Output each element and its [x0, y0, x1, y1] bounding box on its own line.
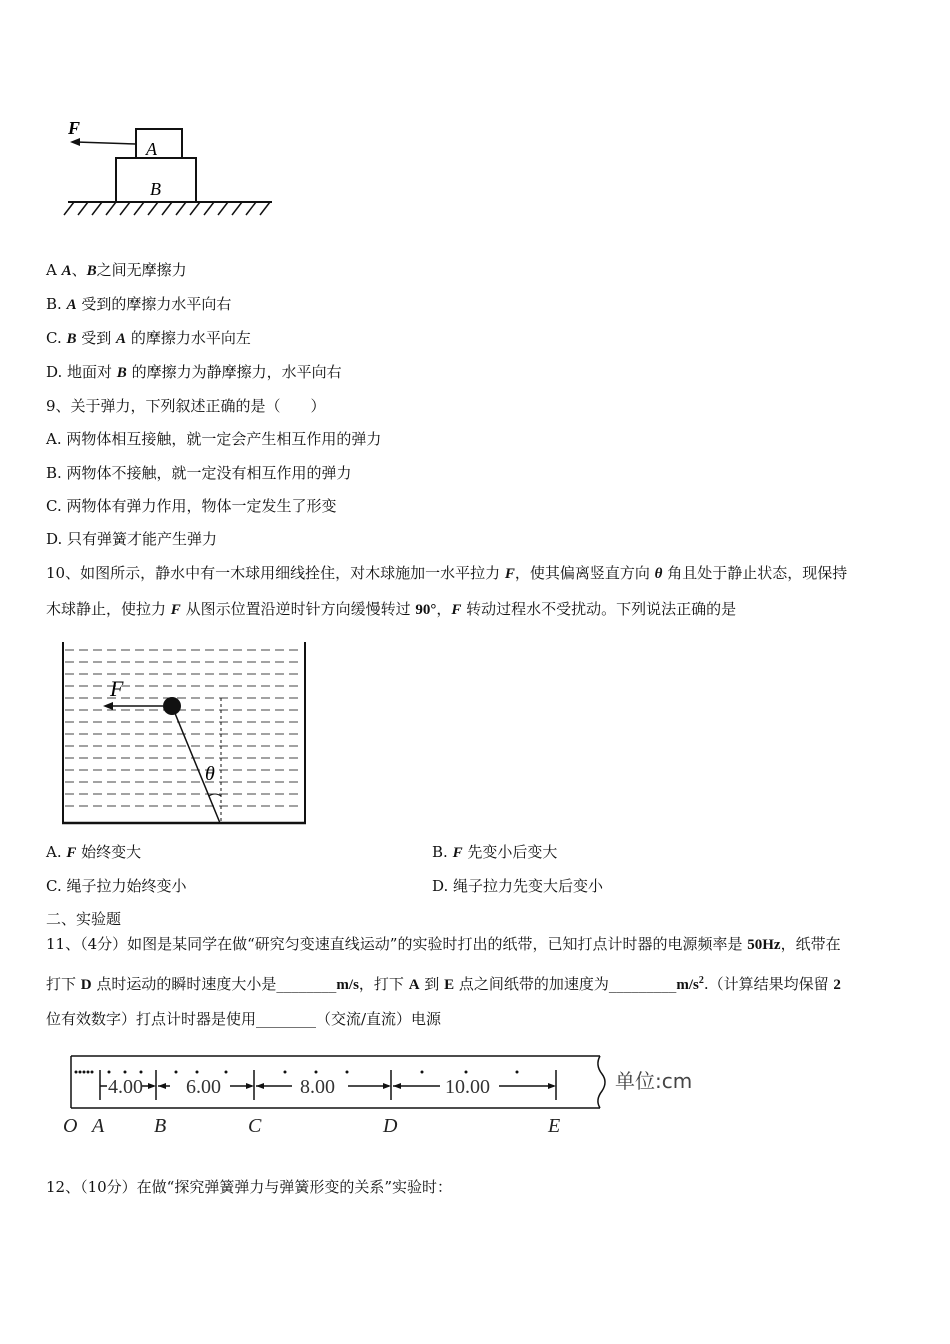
block-a-label: A [146, 139, 157, 159]
q10-option-d: D. 绳子拉力先变大后变小 [432, 877, 604, 895]
q11-stem-line1: 11、（4分）如图是某同学在做“研究匀变速直线运动”的实验时打出的纸带，已知打点计时器的电源频率是 50Hz，纸带在 [46, 935, 841, 953]
point-label: O [63, 1115, 78, 1137]
block-b-label: B [150, 179, 161, 199]
point-label: C [248, 1115, 262, 1137]
segment-oa-ab: 4.00 [108, 1076, 143, 1098]
force-label: F [68, 118, 81, 138]
segment-cd: 8.00 [300, 1076, 335, 1098]
force-label: F [110, 676, 124, 701]
water-tank-diagram [55, 640, 315, 830]
point-label: E [548, 1115, 561, 1137]
segment-de: 10.00 [445, 1076, 490, 1098]
q10-option-c: C. 绳子拉力始终变小 [46, 877, 187, 895]
section-heading: 二、实验题 [46, 910, 122, 928]
unit-label: 单位:cm [615, 1069, 693, 1093]
q10-option-b: B. F 先变小后变大 [432, 843, 558, 861]
point-label: A [92, 1115, 105, 1137]
q8-option-d: D. 地面对 B 的摩擦力为静摩擦力，水平向右 [46, 363, 342, 381]
point-label: D [383, 1115, 398, 1137]
q8-option-c: C. B 受到 A 的摩擦力水平向左 [46, 329, 251, 347]
q9-stem: 9、关于弹力，下列叙述正确的是（ ） [46, 397, 326, 415]
q9-option-a: A. 两物体相互接触，就一定会产生相互作用的弹力 [46, 430, 382, 448]
q11-stem-line2: 打下 D 点时运动的瞬时速度大小是________m/s，打下 A 到 E 点之间纸带的加速度为$\_\_\_\_\_\_\_\_\_m/s^2$.（计算结果均保留 2 [46, 975, 841, 993]
ticker-tape-diagram [55, 1048, 715, 1143]
q9-option-d: D. 只有弹簧才能产生弹力 [46, 530, 218, 548]
point-label: B [154, 1115, 167, 1137]
block-friction-diagram [60, 115, 280, 220]
theta-label: θ [205, 763, 215, 785]
q9-option-c: C. 两物体有弹力作用，物体一定发生了形变 [46, 497, 337, 515]
q12-stem: 12、（10分）在做“探究弹簧弹力与弹簧形变的关系”实验时： [46, 1178, 453, 1196]
q10-stem-line2: 木球静止，使拉力 F 从图示位置沿逆时针方向缓慢转过 90°，F 转动过程水不受扰动。下列说法正确的是 [46, 600, 737, 618]
q8-option-a: A A、B之间无摩擦力 [46, 261, 187, 279]
q10-stem-line1: 10、如图所示，静水中有一木球用细线拴住，对木球施加一水平拉力 F，使其偏离竖直方向 θ 角且处于静止状态，现保持 [46, 564, 848, 582]
segment-bc: 6.00 [186, 1076, 221, 1098]
wooden-ball [163, 697, 181, 715]
block-a [136, 129, 182, 158]
q11-stem-line3: 位有效数字）打点计时器是使用________（交流/直流）电源 [46, 1010, 442, 1028]
q10-option-a: A. F 始终变大 [46, 843, 142, 861]
q8-option-b: B. A 受到的摩擦力水平向右 [46, 295, 232, 313]
q9-option-b: B. 两物体不接触，就一定没有相互作用的弹力 [46, 464, 352, 482]
